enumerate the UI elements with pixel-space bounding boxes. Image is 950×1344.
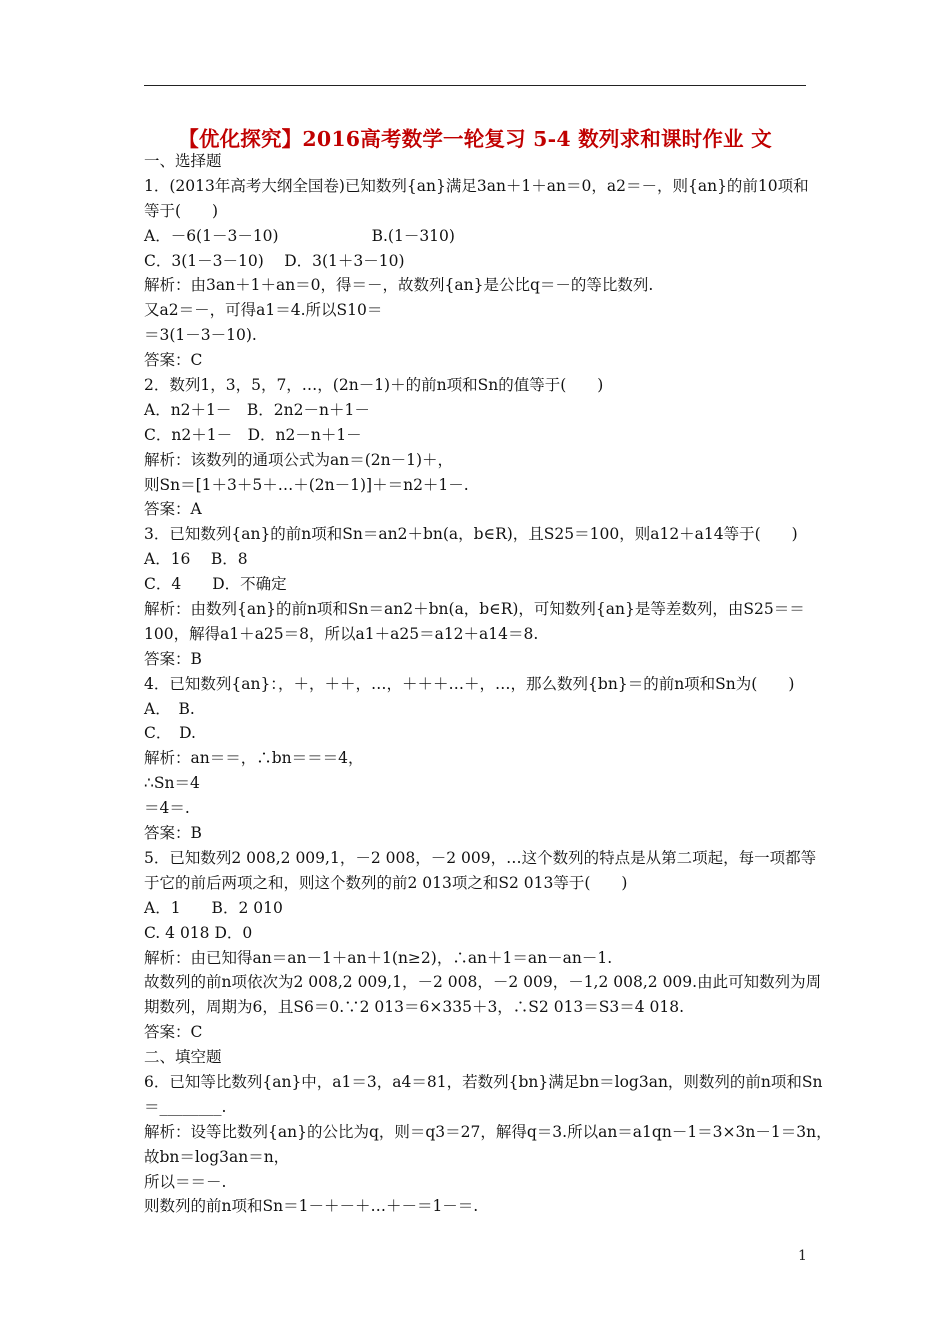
text-line: 故bn＝log3an＝n， (144, 1147, 290, 1166)
text-line: 等于( ) (144, 201, 219, 220)
text-line: C． D. (144, 724, 196, 743)
text-line: C．3(1－3－10) D．3(1＋3－10) (144, 251, 405, 270)
text-line: A． B. (144, 699, 195, 718)
text-line: C. 4 018 D．0 (144, 923, 253, 942)
text-line: 答案：B (144, 824, 202, 843)
text-line: 又a2＝－，可得a1＝4.所以S10＝ (144, 301, 383, 320)
document-body (144, 149, 832, 1219)
text-line: A．－6(1－3－10) B.(1－310) (144, 226, 455, 245)
text-line: C．n2＋1－ D．n2－n＋1－ (144, 425, 362, 444)
text-line: 1．(2013年高考大纲全国卷)已知数列{an}满足3an＋1＋an＝0，a2＝－，则{an}的前10项和 (144, 176, 809, 195)
text-line: 答案：C (144, 351, 203, 370)
text-line: 一、选择题 (144, 152, 222, 170)
text-line: ＝________. (144, 1097, 227, 1116)
text-line: 100，解得a1＋a25＝8，所以a1＋a25＝a12＋a14＝8. (144, 624, 539, 643)
document-title: 【优化探究】2016高考数学一轮复习 5-4 数列求和课时作业 文 (178, 127, 772, 151)
text-line: 解析：由已知得an＝an－1＋an＋1(n≥2)，∴an＋1＝an－an－1. (144, 948, 613, 967)
page-number: 1 (798, 1248, 807, 1264)
text-line: 二、填空题 (144, 1048, 222, 1067)
text-line: 解析：an＝＝，∴bn＝＝＝4， (144, 749, 364, 768)
text-line: 答案：A (144, 500, 202, 519)
text-line: 期数列，周期为6，且S6＝0.∵2 013＝6×335＋3，∴S2 013＝S3＝4 018. (144, 998, 685, 1017)
text-line: 5．已知数列2 008,2 009,1，－2 008，－2 009，…这个数列的特点是从第二项起，每一项都等 (144, 848, 817, 867)
text-line: ＝3(1－3－10). (144, 326, 257, 345)
text-line: C．4 D．不确定 (144, 575, 287, 594)
text-line: 于它的前后两项之和，则这个数列的前2 013项之和S2 013等于( ) (144, 873, 628, 892)
text-line: 则Sn＝[1＋3＋5＋…＋(2n－1)]＋＝n2＋1－. (144, 475, 469, 494)
text-line: A．16 B．8 (144, 550, 248, 569)
text-line: 6．已知等比数列{an}中，a1＝3，a4＝81，若数列{bn}满足bn＝log3an，则数列的前n项和Sn (144, 1072, 823, 1091)
text-line: 解析：由3an＋1＋an＝0，得＝－，故数列{an}是公比q＝－的等比数列. (144, 276, 654, 295)
text-line: ∴Sn＝4 (144, 774, 200, 793)
text-line: 答案：B (144, 649, 202, 668)
text-line: 解析：设等比数列{an}的公比为q，则＝q3＝27，解得q＝3.所以an＝a1qn－1＝3×3n－1＝3n， (144, 1122, 832, 1141)
text-line: A．1 B．2 010 (144, 898, 283, 917)
text-line: ＝4＝. (144, 799, 190, 818)
text-line: 解析：该数列的通项公式为an＝(2n－1)＋， (144, 450, 454, 469)
text-line: 所以＝＝－. (144, 1172, 227, 1191)
text-line: 则数列的前n项和Sn＝1－＋－＋…＋－＝1－＝. (144, 1197, 479, 1216)
text-line: 答案：C (144, 1023, 203, 1042)
text-line: 解析：由数列{an}的前n项和Sn＝an2＋bn(a，b∈R)，可知数列{an}是等差数列，由S25＝＝ (144, 600, 805, 619)
text-line: 2．数列1，3，5，7，…，(2n－1)＋的前n项和Sn的值等于( ) (144, 376, 604, 395)
text-line: 4．已知数列{an}：，＋，＋＋，…，＋＋＋…＋，…，那么数列{bn}＝的前n项和Sn为( ) (144, 674, 795, 693)
header-rule (144, 85, 806, 86)
text-line: 故数列的前n项依次为2 008,2 009,1，－2 008，－2 009，－1,2 008,2 009.由此可知数列为周 (144, 973, 822, 992)
text-line: 3．已知数列{an}的前n项和Sn＝an2＋bn(a，b∈R)，且S25＝100，则a12＋a14等于( ) (144, 525, 798, 544)
text-line: A．n2＋1－ B．2n2－n＋1－ (144, 400, 370, 419)
